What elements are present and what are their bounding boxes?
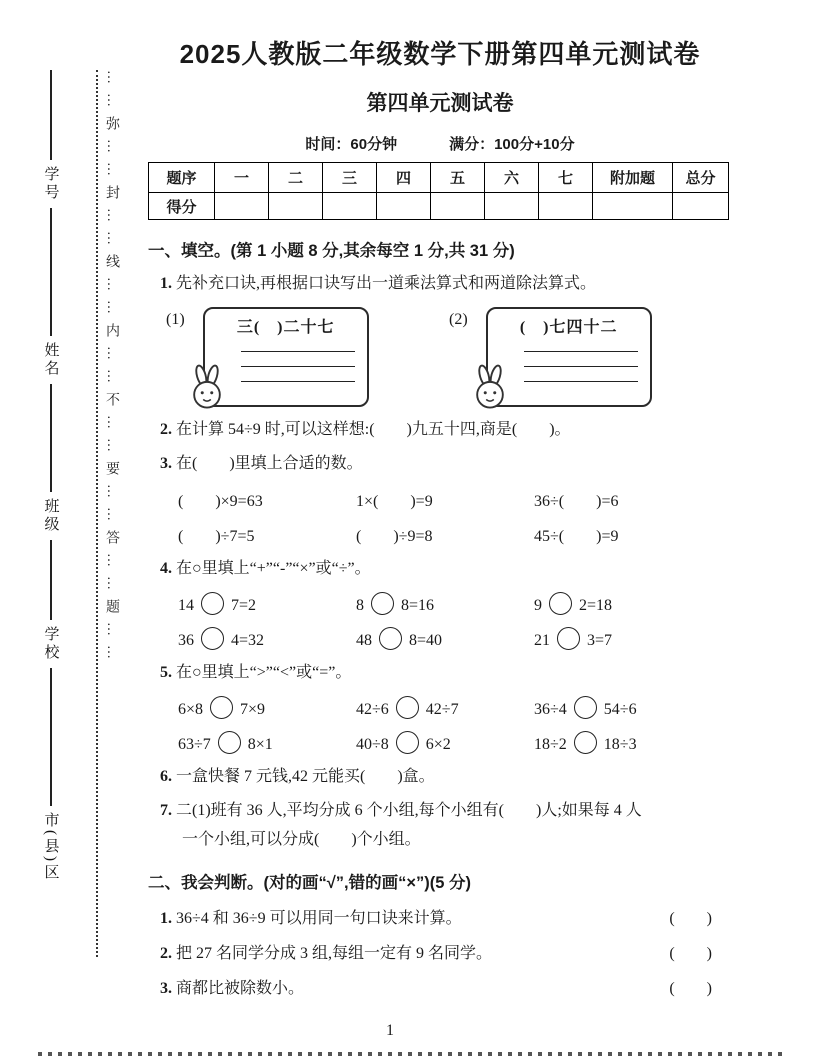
answer-circle (201, 592, 224, 615)
field-label-student-number: 学号 (42, 166, 59, 202)
question-4-number: 4. (160, 559, 172, 577)
question-1-boxes (166, 307, 732, 407)
score-cell (485, 193, 539, 220)
judge-item-3-statement: 商都比被除数小。 (176, 979, 305, 997)
score-col-5: 五 (431, 163, 485, 193)
page-number: 1 (386, 1022, 394, 1039)
paper-title: 2025人教版二年级数学下册第四单元测试卷 (179, 39, 701, 69)
recite-formula-1: 三( )二十七 (236, 319, 335, 337)
operand-right: 3=7 (587, 631, 613, 649)
answer-circle (396, 696, 419, 719)
judge-item-1-statement: 36÷4 和 36÷9 可以用同一句口诀来计算。 (176, 909, 462, 927)
question-7-line2 (182, 828, 732, 851)
score-col-bonus: 附加题 (593, 163, 673, 193)
operand-left: 8 (356, 596, 364, 614)
question-6 (160, 765, 732, 788)
score-table-header-row (149, 163, 729, 193)
answer-line (241, 350, 355, 352)
rabbit-icon (471, 363, 509, 415)
question-1-text: 先补充口诀,再根据口诀写出一道乘法算式和两道除法算式。 (176, 275, 597, 292)
question-1-number: 1. (160, 275, 172, 292)
fill-blank-equation: 1×( )=9 (356, 492, 433, 510)
judge-item-2-number: 2. (160, 944, 172, 962)
recite-item-1 (166, 307, 449, 407)
judge-item-1 (160, 905, 712, 928)
question-2-text: 在计算 54÷9 时,可以这样想:( )九五十四,商是( )。 (176, 421, 571, 439)
recite-item-1-label: (1) (166, 311, 185, 329)
answer-line (241, 380, 355, 382)
answer-circle (396, 731, 419, 754)
score-cell (323, 193, 377, 220)
answer-circle (574, 731, 597, 754)
question-5 (160, 661, 732, 684)
question-3-row-2 (178, 523, 732, 546)
recite-box-2 (486, 307, 652, 407)
judge-item-2-text (160, 940, 492, 963)
score-col-2: 二 (269, 163, 323, 193)
question-4-row-1 (178, 592, 732, 615)
time-score-row (148, 133, 732, 154)
question-4-text: 在○里填上“+”“-”“×”或“÷”。 (176, 559, 371, 577)
score-cell (593, 193, 673, 220)
fill-blank-equation: ( )÷7=5 (178, 527, 255, 545)
answer-line (524, 365, 638, 367)
question-3 (160, 452, 732, 475)
score-cell (431, 193, 485, 220)
fill-in-line (50, 208, 52, 336)
compare-blank-item (356, 731, 534, 754)
paper-subtitle: 第四单元测试卷 (366, 92, 514, 115)
operand-right: 4=32 (231, 631, 265, 649)
question-3-text: 在( )里填上合适的数。 (176, 455, 363, 473)
answer-circle (218, 731, 241, 754)
score-cell (269, 193, 323, 220)
time-label: 时间：60分钟 (305, 136, 398, 153)
operator-blank-item (534, 592, 732, 615)
compare-blank-item (534, 696, 732, 719)
compare-blank-item (356, 696, 534, 719)
answer-line (524, 380, 638, 382)
expression-right: 18÷3 (603, 735, 637, 753)
question-2 (160, 418, 732, 441)
judge-item-3 (160, 975, 712, 998)
score-table (148, 162, 729, 220)
expression-right: 8×1 (247, 735, 273, 753)
expression-right: 6×2 (425, 735, 451, 753)
fill-in-line (50, 540, 52, 620)
seal-line-margin (36, 70, 121, 975)
question-2-number: 2. (160, 421, 172, 439)
operator-blank-item (178, 592, 356, 615)
question-4 (160, 557, 732, 580)
score-col-total: 总分 (673, 163, 729, 193)
judge-item-2-blank: ( ) (669, 944, 712, 962)
operand-left: 48 (356, 631, 372, 649)
expression-left: 6×8 (178, 700, 204, 718)
recite-box-1 (203, 307, 369, 407)
question-7-text-line2: 一个小组,可以分成( )个小组。 (182, 831, 421, 849)
operand-left: 14 (178, 596, 194, 614)
answer-circle (379, 627, 402, 650)
operand-right: 8=16 (401, 596, 435, 614)
question-7-text-line1: 二(1)班有 36 人,平均分成 6 个小组,每个小组有( )人;如果每 4 人 (176, 802, 642, 820)
operator-blank-item (534, 627, 732, 650)
fill-blank-equation: ( )×9=63 (178, 492, 263, 510)
fill-blank-equation: 45÷( )=9 (534, 527, 619, 545)
seal-dotted-line (96, 70, 98, 957)
question-5-row-1 (178, 696, 732, 719)
full-score-label: 满分：100分+10分 (449, 136, 575, 153)
operator-blank-item (356, 627, 534, 650)
operand-right: 7=2 (231, 596, 257, 614)
judge-item-3-number: 3. (160, 979, 172, 997)
question-6-text: 一盒快餐 7 元钱,42 元能买( )盒。 (176, 767, 435, 785)
question-7-number: 7. (160, 802, 172, 820)
fill-in-line (50, 668, 52, 806)
seal-warning-text: ……弥……封……线……内……不……要……答……题…… (104, 70, 119, 668)
answer-circle (549, 592, 572, 615)
score-cell (539, 193, 593, 220)
field-label-class: 班级 (42, 498, 59, 534)
score-col-7: 七 (539, 163, 593, 193)
operand-left: 21 (534, 631, 550, 649)
operator-blank-item (356, 592, 534, 615)
judge-item-2-statement: 把 27 名同学分成 3 组,每组一定有 9 名同学。 (176, 944, 493, 962)
judge-item-1-number: 1. (160, 909, 172, 927)
question-3-row-1 (178, 488, 732, 511)
expression-left: 40÷8 (356, 735, 389, 753)
fill-in-line (50, 384, 52, 492)
answer-line (524, 350, 638, 352)
judge-item-1-text (160, 905, 462, 928)
compare-blank-item (534, 731, 732, 754)
score-col-4: 四 (377, 163, 431, 193)
next-page-cutoff-text (38, 1052, 782, 1056)
expression-left: 63÷7 (178, 735, 211, 753)
expression-left: 36÷4 (534, 700, 567, 718)
answer-circle (557, 627, 580, 650)
operand-left: 36 (178, 631, 194, 649)
expression-right: 7×9 (240, 700, 266, 718)
judge-item-1-blank: ( ) (669, 909, 712, 927)
question-7 (160, 799, 732, 822)
fill-in-line (50, 70, 52, 160)
score-cell (673, 193, 729, 220)
recite-item-2 (449, 307, 732, 407)
expression-left: 42÷6 (356, 700, 389, 718)
recite-formula-2: ( )七四十二 (519, 319, 618, 337)
score-cell (377, 193, 431, 220)
question-3-number: 3. (160, 455, 172, 473)
expression-left: 18÷2 (534, 735, 567, 753)
score-col-3: 三 (323, 163, 377, 193)
judge-item-3-text (160, 975, 304, 998)
recite-item-2-label: (2) (449, 311, 468, 329)
question-5-text: 在○里填上“>”“<”或“=”。 (176, 663, 352, 681)
question-6-number: 6. (160, 767, 172, 785)
compare-blank-item (178, 731, 356, 754)
operand-left: 9 (534, 596, 542, 614)
fill-blank-equation: ( )÷9=8 (356, 527, 433, 545)
compare-blank-item (178, 696, 356, 719)
score-table-score-row (149, 193, 729, 220)
answer-circle (371, 592, 394, 615)
student-info-fields (36, 70, 66, 975)
section2-heading: 二、我会判断。(对的画“√”,错的画“×”)(5 分) (148, 873, 472, 892)
field-label-school: 学校 (42, 626, 59, 662)
score-table-corner: 题序 (149, 163, 215, 193)
question-1 (160, 272, 732, 295)
answer-circle (210, 696, 233, 719)
operator-blank-item (178, 627, 356, 650)
field-label-district: 市(县)区 (42, 812, 59, 882)
score-cell (215, 193, 269, 220)
score-col-6: 六 (485, 163, 539, 193)
score-row-label: 得分 (149, 193, 215, 220)
answer-line (241, 365, 355, 367)
section1-heading: 一、填空。(第 1 小题 8 分,其余每空 1 分,共 31 分) (148, 242, 515, 260)
operand-right: 8=40 (409, 631, 443, 649)
score-col-1: 一 (215, 163, 269, 193)
expression-right: 54÷6 (603, 700, 637, 718)
question-5-row-2 (178, 731, 732, 754)
answer-circle (574, 696, 597, 719)
answer-circle (201, 627, 224, 650)
field-label-name: 姓名 (42, 342, 59, 378)
judge-item-2 (160, 940, 712, 963)
question-4-row-2 (178, 627, 732, 650)
question-5-number: 5. (160, 663, 172, 681)
fill-blank-equation: 36÷( )=6 (534, 492, 619, 510)
paper-content (148, 34, 732, 998)
operand-right: 2=18 (579, 596, 613, 614)
expression-right: 42÷7 (425, 700, 459, 718)
judge-item-3-blank: ( ) (669, 979, 712, 997)
rabbit-icon (188, 363, 226, 415)
